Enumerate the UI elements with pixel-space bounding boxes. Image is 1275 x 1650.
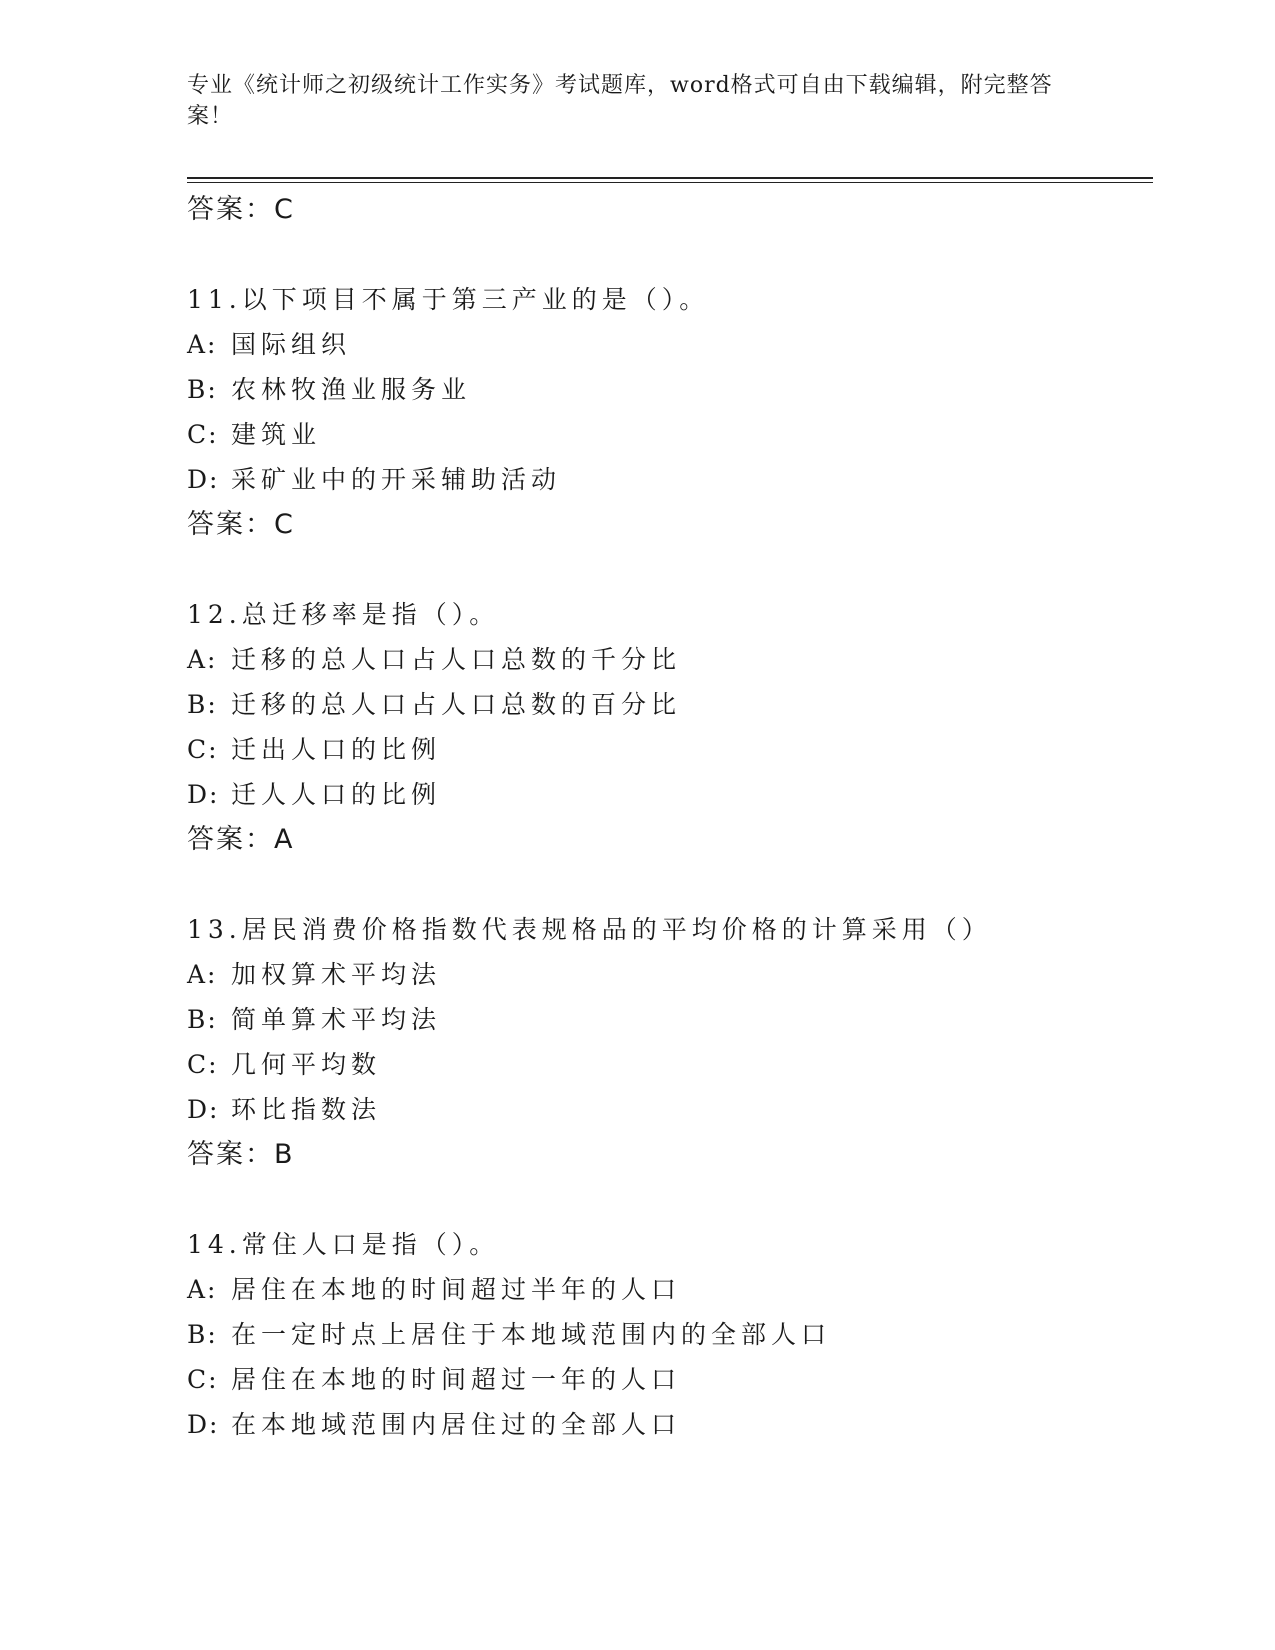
option-d xyxy=(187,1402,1153,1447)
option-text: 迁移的总人口占人口总数的百分比 xyxy=(231,690,682,719)
option-text: 环比指数法 xyxy=(231,1095,382,1124)
option-key: B: xyxy=(187,1320,218,1349)
option-text: 在本地域范围内居住过的全部人口 xyxy=(231,1410,682,1439)
option-text: 居住在本地的时间超过半年的人口 xyxy=(231,1275,682,1304)
option-a xyxy=(187,637,1153,682)
header-rule-thick xyxy=(187,177,1153,179)
option-text: 农林牧渔业服务业 xyxy=(231,375,472,404)
option-key: B: xyxy=(187,690,218,719)
question-title: 14.常住人口是指（）。 xyxy=(187,1230,500,1259)
option-text: 迁出人口的比例 xyxy=(231,735,442,764)
option-text: 几何平均数 xyxy=(231,1050,382,1079)
option-c xyxy=(187,1357,1153,1402)
option-text: 在一定时点上居住于本地域范围内的全部人口 xyxy=(231,1320,832,1349)
question-list xyxy=(187,187,1153,1447)
option-key: D: xyxy=(187,1410,220,1439)
option-key: D: xyxy=(187,465,220,494)
option-key: D: xyxy=(187,1095,220,1124)
option-text: 采矿业中的开采辅助活动 xyxy=(231,465,562,494)
option-b xyxy=(187,367,1153,412)
spacer xyxy=(187,548,1153,592)
option-key: A: xyxy=(187,645,218,674)
option-key: B: xyxy=(187,375,218,404)
spacer xyxy=(187,1178,1153,1222)
option-text: 居住在本地的时间超过一年的人口 xyxy=(231,1365,682,1394)
answer-line: 答案：A xyxy=(187,824,295,855)
header-rule-thin xyxy=(187,182,1153,183)
option-key: A: xyxy=(187,960,218,989)
spacer xyxy=(187,863,1153,907)
question-block xyxy=(187,907,1153,1178)
option-text: 迁人人口的比例 xyxy=(231,780,442,809)
option-text: 加权算术平均法 xyxy=(231,960,442,989)
option-key: C: xyxy=(187,420,219,449)
option-d xyxy=(187,1087,1153,1132)
option-key: C: xyxy=(187,1365,219,1394)
option-key: D: xyxy=(187,780,220,809)
question-block xyxy=(187,1222,1153,1447)
option-d xyxy=(187,457,1153,502)
option-text: 国际组织 xyxy=(231,330,352,359)
spacer xyxy=(187,233,1153,277)
answer-line: 答案：B xyxy=(187,1139,295,1170)
option-a xyxy=(187,952,1153,997)
option-key: A: xyxy=(187,330,218,359)
option-b xyxy=(187,682,1153,727)
question-title: 13.居民消费价格指数代表规格品的平均价格的计算采用（） xyxy=(187,915,992,944)
option-c xyxy=(187,727,1153,772)
option-key: B: xyxy=(187,1005,218,1034)
answer-line: 答案：C xyxy=(187,509,295,540)
option-text: 迁移的总人口占人口总数的千分比 xyxy=(231,645,682,674)
option-key: A: xyxy=(187,1275,218,1304)
document-header: 专业《统计师之初级统计工作实务》考试题库，word格式可自由下载编辑，附完整答案！ xyxy=(187,73,1053,129)
previous-answer: 答案：C xyxy=(187,194,295,225)
option-a xyxy=(187,322,1153,367)
option-a xyxy=(187,1267,1153,1312)
option-c xyxy=(187,1042,1153,1087)
question-block xyxy=(187,592,1153,863)
question-title: 12.总迁移率是指（）。 xyxy=(187,600,500,629)
option-key: C: xyxy=(187,1050,219,1079)
option-text: 简单算术平均法 xyxy=(231,1005,442,1034)
option-key: C: xyxy=(187,735,219,764)
option-b xyxy=(187,1312,1153,1357)
question-title: 11.以下项目不属于第三产业的是（）。 xyxy=(187,285,710,314)
option-text: 建筑业 xyxy=(231,420,322,449)
option-c xyxy=(187,412,1153,457)
question-block xyxy=(187,277,1153,548)
option-b xyxy=(187,997,1153,1042)
option-d xyxy=(187,772,1153,817)
